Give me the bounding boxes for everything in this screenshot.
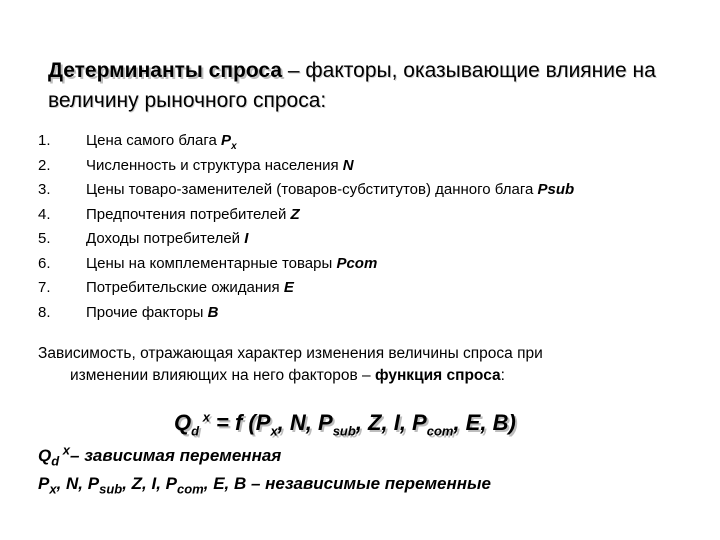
factor-symbol: B: [207, 303, 219, 321]
dependency-line-1: Зависимость, отражающая характер изменения величины спроса при: [38, 345, 543, 362]
list-item: 1. Цена самого блага $P_x$: [38, 132, 237, 152]
factor-symbol: Z: [290, 205, 300, 223]
factor-symbol: Psub: [537, 181, 575, 198]
dependency-paragraph: [38, 343, 698, 387]
heading-definition: – факторы, оказывающие влияние на величину рыночного спроса:: [48, 59, 656, 112]
list-item: 3. Цены товаро-заменителей (товаров-субститутов) данного блага Psub: [38, 181, 575, 198]
demand-function-term: функция спроса: [374, 367, 501, 384]
factor-symbol: P: [221, 132, 232, 149]
list-item: 6. Цены на комплементарные товары Pcom: [38, 254, 378, 272]
factor-symbol: E: [283, 279, 294, 296]
list-item: 4. Предпочтения потребителей Z: [38, 205, 300, 223]
heading-term: Детерминанты спроса: [48, 59, 283, 82]
independent-variables-note: $P_x$, N, $P_{sub}$, Z, I, $P_{com}$, E, B – независимые переменные: [38, 474, 491, 497]
dependency-line-2: изменении влияющих на него факторов – функция спроса:: [70, 367, 505, 384]
factor-symbol: N: [342, 156, 354, 174]
list-item: 7. Потребительские ожидания E: [38, 279, 294, 296]
dependent-variable-note: $Q_d$ $^x$– зависимая переменная: [38, 442, 282, 469]
factor-symbol: I: [244, 230, 249, 247]
list-item: 8. Прочие факторы B: [38, 303, 219, 321]
factor-symbol: Pcom: [336, 254, 378, 272]
determinants-list: [38, 129, 698, 325]
slide-heading: [48, 56, 688, 116]
demand-function-formula: $Q_d$ $^x$ = f ($P_x$, N, $P_{sub}$, Z, I, $P_{com}$, E, B): [174, 409, 516, 439]
list-item: 2. Численность и структура населения N: [38, 156, 354, 174]
list-item: 5. Доходы потребителей I: [38, 230, 249, 247]
